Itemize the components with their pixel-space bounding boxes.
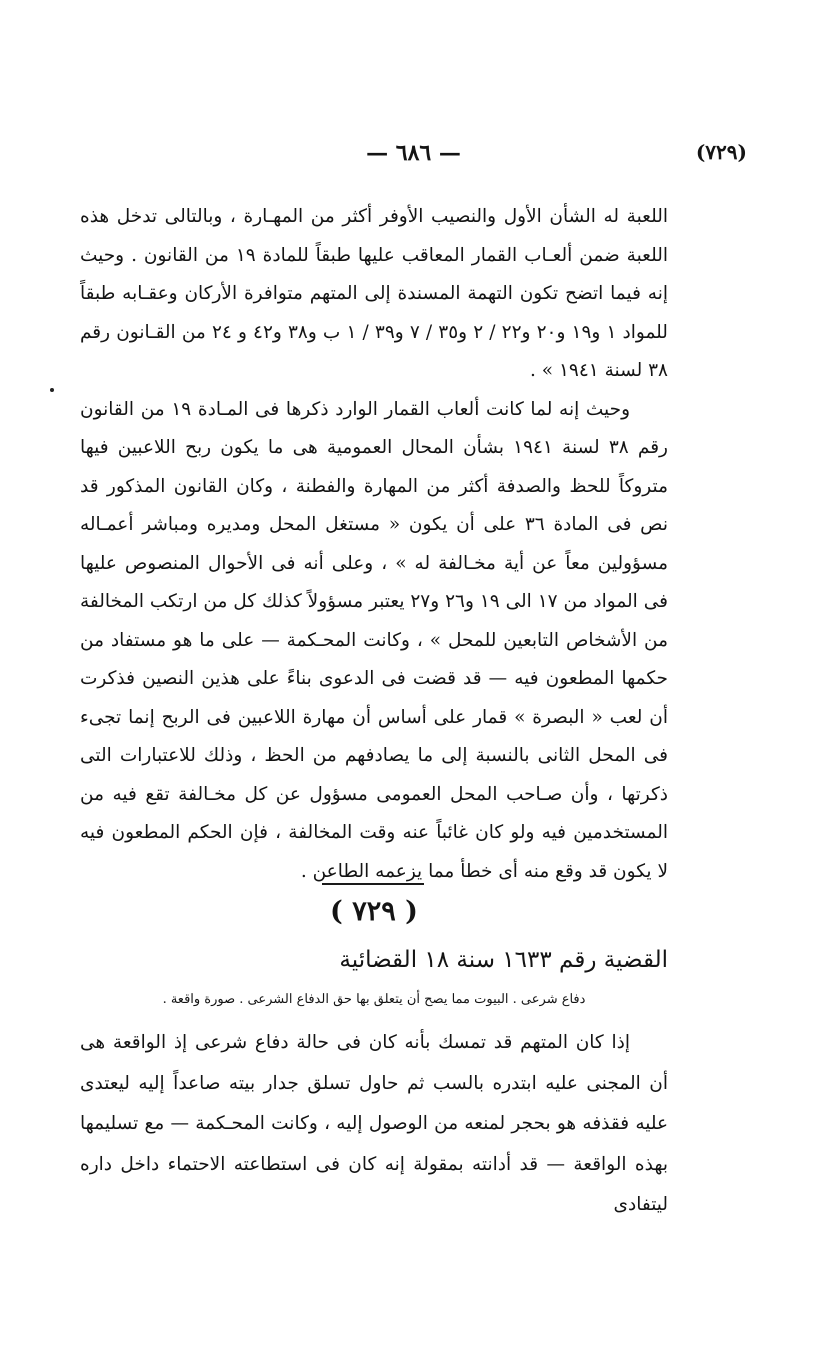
case-summary: دفاع شرعى . البيوت مما يصح أن يتعلق بها حق الدفاع الشرعى . صورة واقعة . [162,992,586,1007]
section-divider [322,883,424,885]
case-title: القضية رقم ١٦٣٣ سنة ١٨ القضائية [339,947,668,973]
running-case-number: (٧٢٩) [695,140,747,164]
case-heading: ( ٧٢٩ ) [330,896,418,927]
page-number: — ٦٨٦ — [366,140,461,166]
margin-speck [50,388,54,392]
previous-case-body [80,198,668,891]
body-paragraph: اللعبة له الشأن الأول والنصيب الأوفر أكثر من المهـارة ، وبالتالى تدخل هذه اللعبة ضمن ألعـاب القمار المعاقب عليها طبقاً للمادة ١٩ من القانون . وحيث إنه فيما اتضح تكون التهمة المسندة إلى المتهم متوافرة الأركان وعقـابه طبقاً للمواد ١ و١٩ و٢٠ و٢٢ / ٢ و٣٥ / ٧ و٣٩ / ١ ب و٣٨ و٤٢ و ٢٤ من القـانون رقم ٣٨ لسنة ١٩٤١ » . [80,206,668,381]
body-paragraph: إذا كان المتهم قد تمسك بأنه كان فى حالة دفاع شرعى إذ الواقعة هى أن المجنى عليه ابتدره بالسب ثم حاول تسلق جدار بيته صاعداً إليه ليعتدى عليه فقذفه هو بحجر لمنعه من الوصول إليه ، وكانت المحـكمة — مع تسليمها بهذه الواقعة — قد أدانته بمقولة إنه كان فى استطاعته الاحتماء داخل داره ليتفادى [80,1032,668,1215]
running-head [80,140,747,172]
case-body [80,1023,668,1226]
body-paragraph: وحيث إنه لما كانت ألعاب القمار الوارد ذكرها فى المـادة ١٩ من القانون رقم ٣٨ لسنة ١٩٤١ بشأن المحال العمومية هى ما يكون ربح اللاعبين فيها متروكاً للحظ والصدفة أكثر من المهارة والفطنة ، وكان القانون المذكور قد نص فى المادة ٣٦ على أن يكون « مستغل المحل ومديره ومباشر أعمـاله مسؤولين معاً عن أية مخـالفة له » ، وعلى أنه فى الأحوال المنصوص عليها فى المواد من ١٧ الى ١٩ و٢٦ و٢٧ يعتبر مسؤولاً كذلك كل من ارتكب المخالفة من الأشخاص التابعين للمحل » ، وكانت المحـكمة — على ما هو مستفاد من حكمها المطعون فيه — قد قضت فى الدعوى بناءً على هذين النصين فذكرت أن لعب « البصرة » قمار على أساس أن مهارة اللاعبين فى الربح إنما تجىء فى المحل الثانى بالنسبة إلى ما يصادفهم من الحظ ، وذلك للاعتبارات التى ذكرتها ، وأن صـاحب المحل العمومى مسؤول عن كل مخـالفة تقع فيه من المستخدمين فيه ولو كان غائباً عنه وقت المخالفة ، فإن الحكم المطعون فيه لا يكون قد وقع منه أى خطأ مما يزعمه الطاعن . [80,398,668,882]
